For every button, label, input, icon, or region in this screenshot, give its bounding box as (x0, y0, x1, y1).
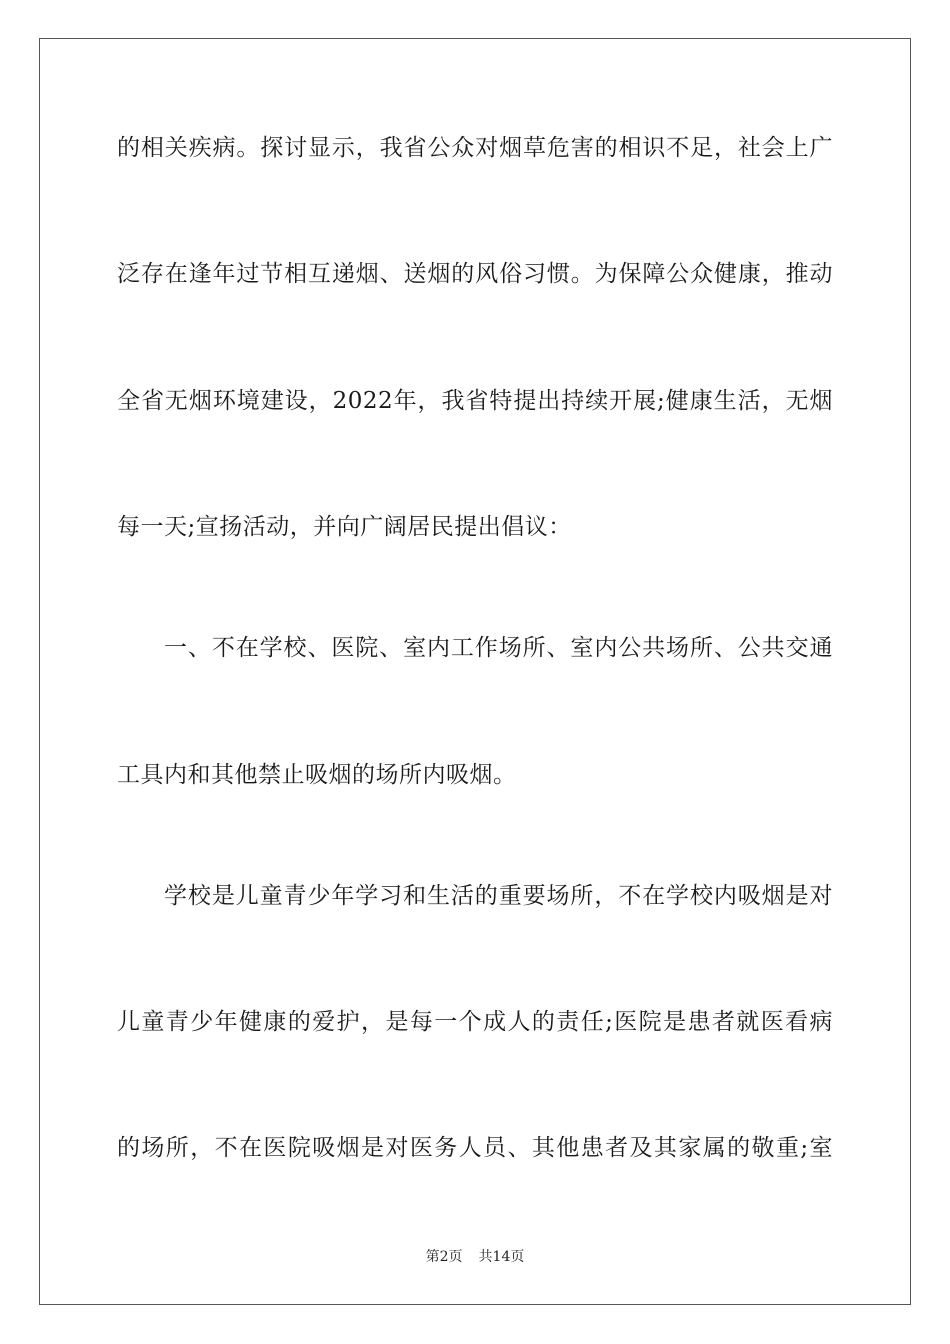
text-line-2: 泛存在逢年过节相互递烟、送烟的风俗习惯。为保障公众健康，推动 (117, 261, 833, 287)
text-line-7: 学校是儿童青少年学习和生活的重要场所，不在学校内吸烟是对 (164, 883, 833, 909)
text-line-8: 儿童青少年健康的爱护，是每一个成人的责任;医院是患者就医看病 (117, 1009, 833, 1035)
text-line-1: 的相关疾病。探讨显示，我省公众对烟草危害的相识不足，社会上广 (117, 135, 833, 161)
text-line-9: 的场所，不在医院吸烟是对医务人员、其他患者及其家属的敬重;室 (117, 1135, 833, 1161)
page-border (39, 38, 911, 1305)
page-footer (0, 1248, 950, 1266)
page-total: 共14页 (478, 1249, 525, 1265)
text-line-3: 全省无烟环境建设，2022年，我省特提出持续开展;健康生活，无烟 (117, 388, 833, 414)
text-line-6: 工具内和其他禁止吸烟的场所内吸烟。 (117, 762, 517, 788)
page-number: 第2页 (425, 1249, 463, 1265)
text-line-4: 每一天;宣扬活动，并向广阔居民提出倡议： (117, 514, 572, 540)
text-line-5: 一、不在学校、医院、室内工作场所、室内公共场所、公共交通 (164, 635, 833, 661)
